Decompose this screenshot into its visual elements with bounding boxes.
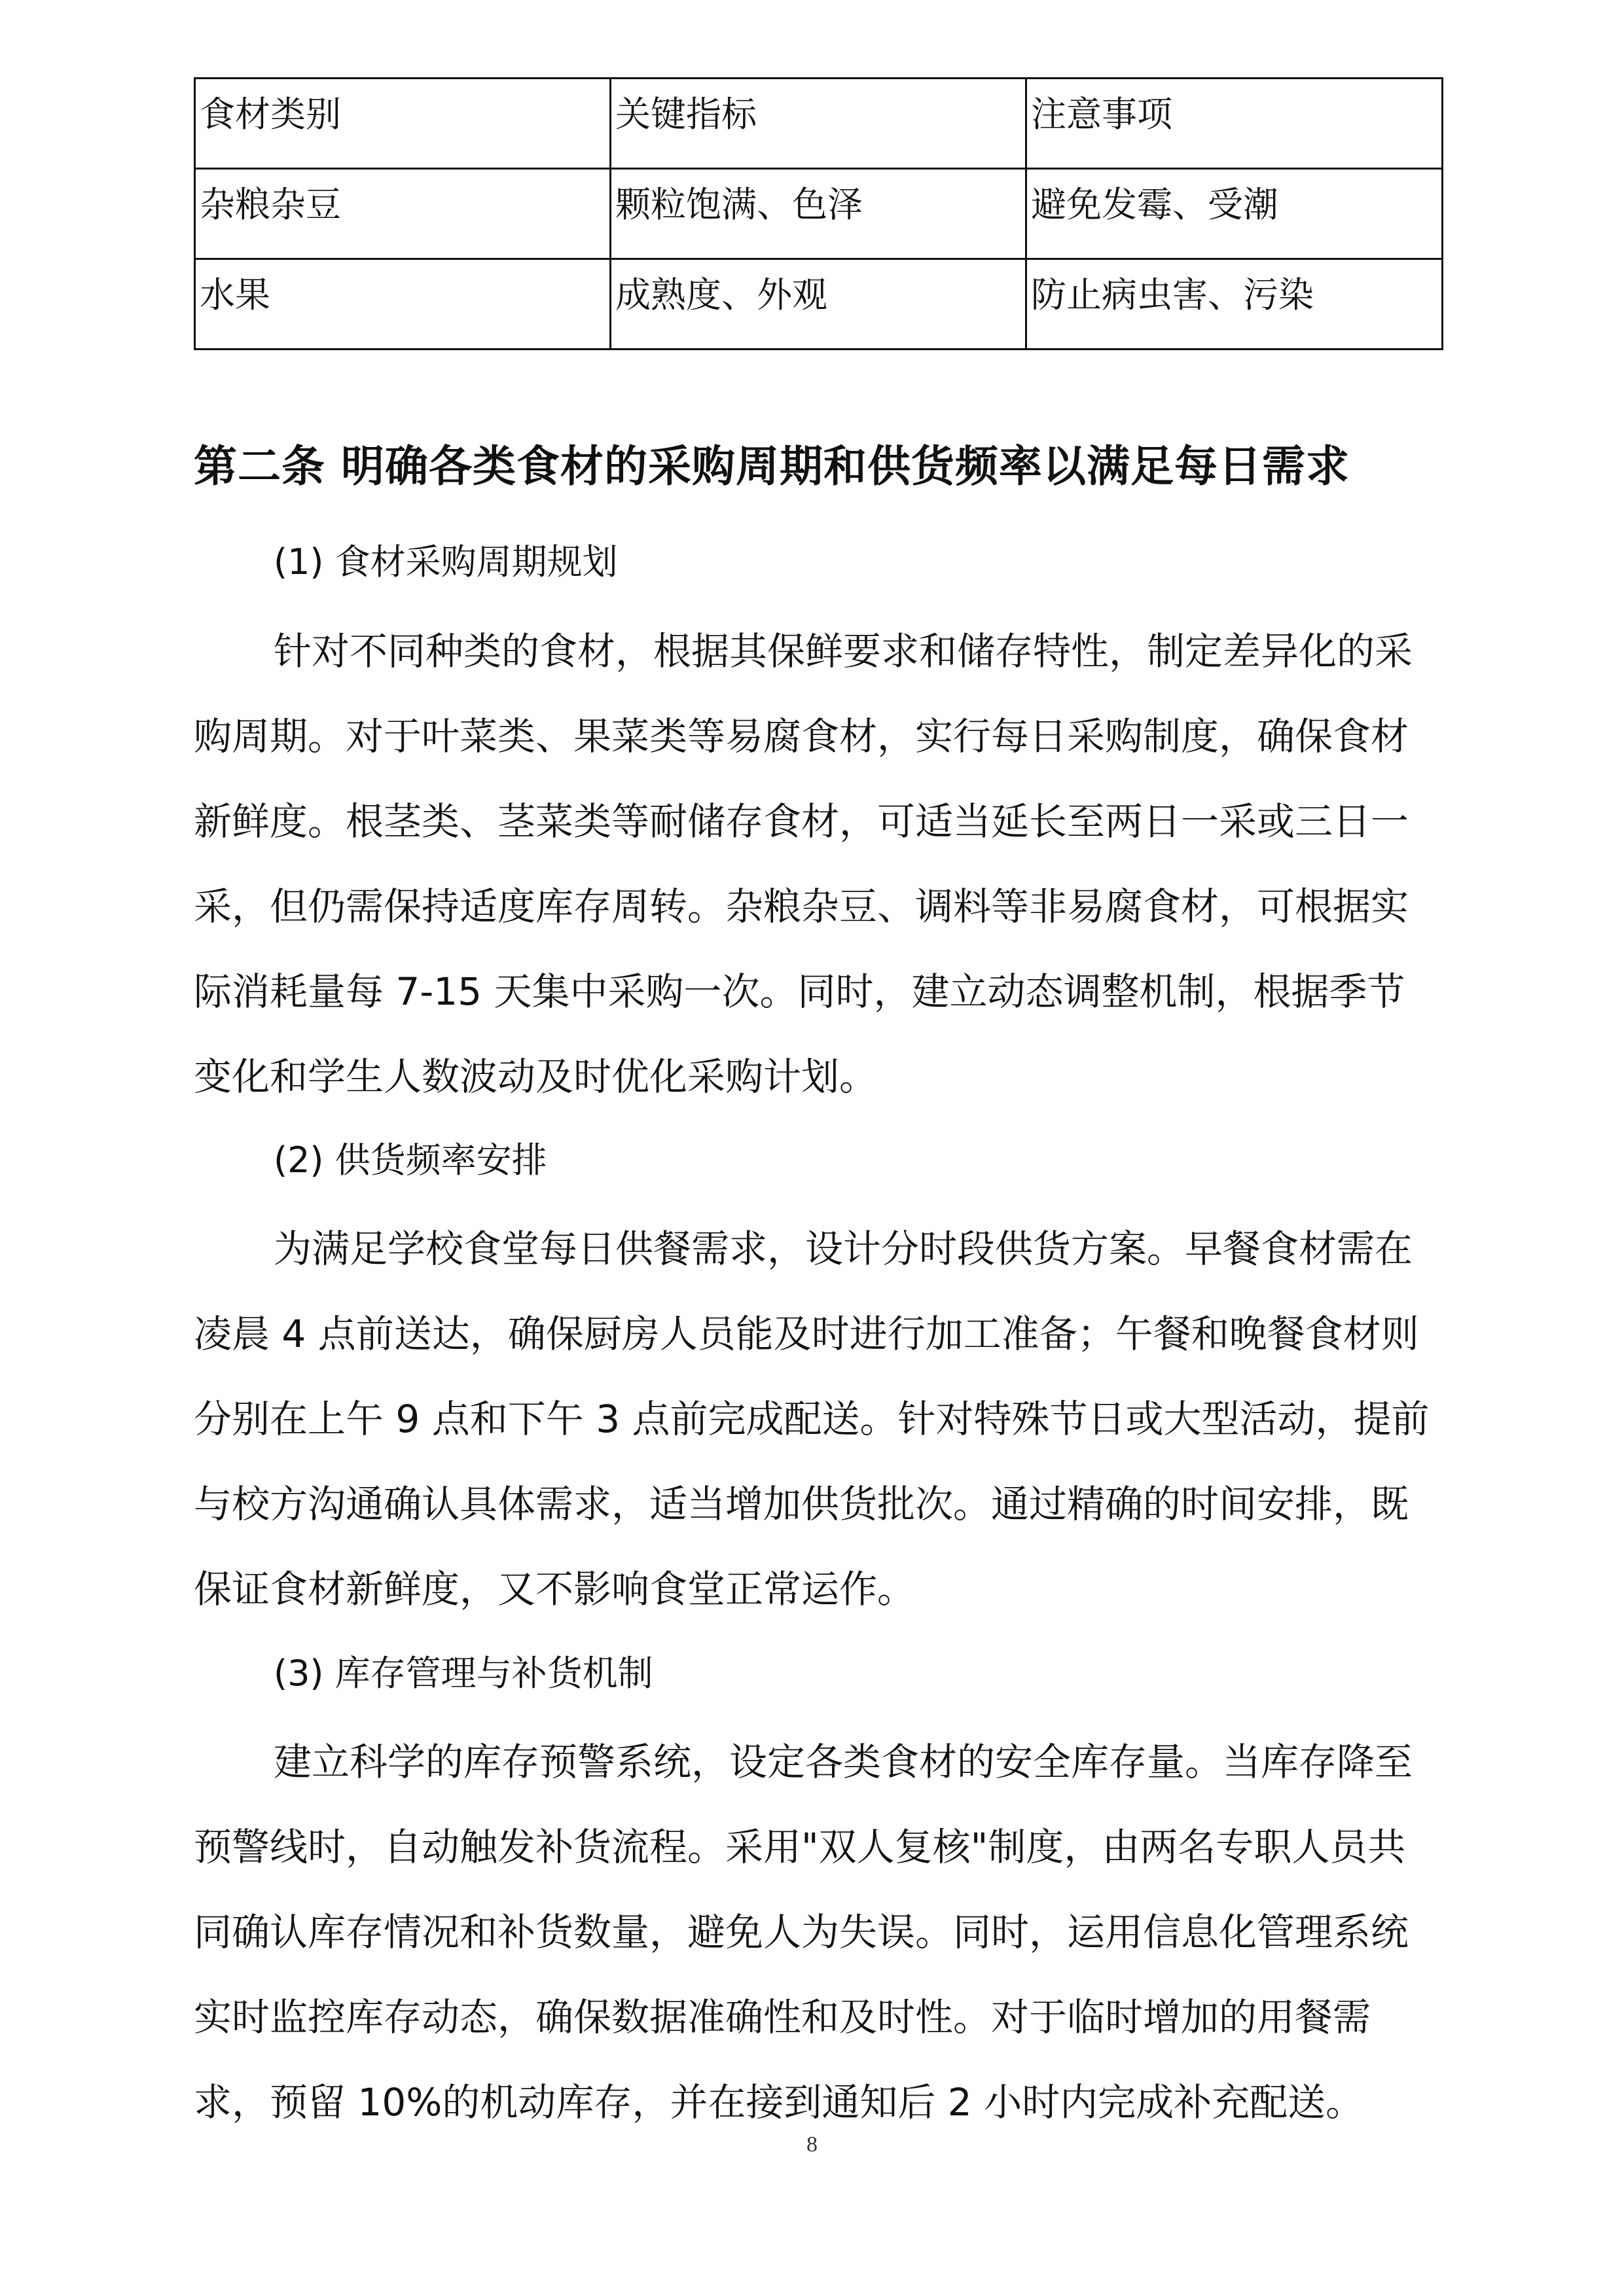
paragraph-line: 变化和学生人数波动及时优化采购计划。 [194,1054,878,1099]
table-cell: 水果 [195,259,611,350]
paragraph [194,609,1457,1119]
table-cell: 成熟度、外观 [611,259,1026,350]
paragraph-line: 建立科学的库存预警系统，设定各类食材的安全库存量。当库存降至 [274,1740,1413,1784]
paragraph-line: 保证食材新鲜度，又不影响食堂正常运作。 [194,1567,916,1611]
paragraph-line: 为满足学校食堂每日供餐需求，设计分时段供货方案。早餐食材需在 [274,1227,1413,1271]
table-cell: 避免发霉、受潮 [1026,169,1443,259]
subsection-heading: (2) 供货频率安排 [274,1139,547,1181]
paragraph-line: 同确认库存情况和补货数量，避免人为失误。同时，运用信息化管理系统 [194,1910,1409,1954]
table-cell: 杂粮杂豆 [195,169,611,259]
paragraph-line: 分别在上午 9 点和下午 3 点前完成配送。针对特殊节日或大型活动，提前 [194,1397,1430,1441]
paragraph-line: 际消耗量每 7-15 天集中采购一次。同时，建立动态调整机制，根据季节 [194,969,1405,1014]
paragraph-line: 新鲜度。根茎类、茎菜类等耐储存食材，可适当延长至两日一采或三日一 [194,799,1409,844]
table-header-cell: 食材类别 [195,79,611,169]
subsection-heading: (1) 食材采购周期规划 [274,541,618,583]
paragraph [194,1206,1457,1632]
paragraph-line: 购周期。对于叶菜类、果菜类等易腐食材，实行每日采购制度，确保食材 [194,714,1409,759]
food-category-table [194,77,1443,350]
section-title: 第二条 明确各类食材的采购周期和供货频率以满足每日需求 [194,441,1350,492]
subsection-heading: (3) 库存管理与补货机制 [274,1653,653,1694]
paragraph-line: 采，但仍需保持适度库存周转。杂粮杂豆、调料等非易腐食材，可根据实 [194,884,1409,929]
paragraph-line: 凌晨 4 点前送达，确保厨房人员能及时进行加工准备；午餐和晚餐食材则 [194,1312,1419,1356]
paragraph-line: 针对不同种类的食材，根据其保鲜要求和储存特性，制定差异化的采 [274,629,1413,673]
paragraph-line: 实时监控库存动态，确保数据准确性和及时性。对于临时增加的用餐需 [194,1995,1371,2039]
table-cell: 防止病虫害、污染 [1026,259,1443,350]
table-header-cell: 注意事项 [1026,79,1443,169]
table-header-row [195,79,1443,169]
paragraph-line: 与校方沟通确认具体需求，适当增加供货批次。通过精确的时间安排，既 [194,1482,1409,1526]
table-header-cell: 关键指标 [611,79,1026,169]
paragraph [194,1719,1457,2145]
page-number: 8 [806,2132,818,2157]
table-cell: 颗粒饱满、色泽 [611,169,1026,259]
table-row [195,259,1443,350]
paragraph-line: 预警线时，自动触发补货流程。采用"双人复核"制度，由两名专职人员共 [194,1825,1406,1869]
paragraph-line: 求，预留 10%的机动库存，并在接到通知后 2 小时内完成补充配送。 [194,2080,1364,2125]
table-row [195,169,1443,259]
